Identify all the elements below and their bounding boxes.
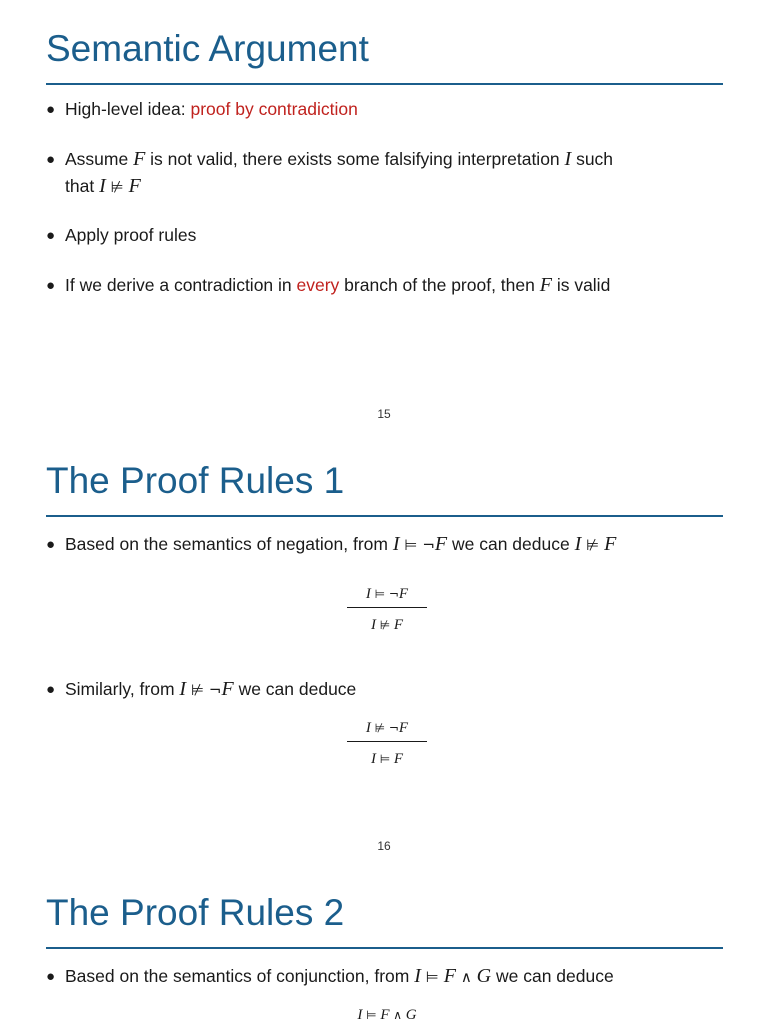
slide-title: Semantic Argument	[46, 28, 369, 69]
bullet-conjunction	[46, 963, 614, 991]
inference-rule-conjunction	[347, 1004, 427, 1026]
slide-title: The Proof Rules 1	[46, 460, 345, 501]
bullet-dot-icon: ●	[46, 681, 56, 698]
inference-rule-negation-2	[347, 717, 427, 770]
bullet-text: Apply proof rules	[65, 225, 197, 245]
title-divider	[46, 947, 723, 949]
bullet-similarly	[46, 676, 356, 704]
page-number: 16	[377, 839, 391, 853]
bullet-dot-icon: ●	[46, 227, 56, 244]
bullet-text: High-level idea: proof by contradiction	[65, 99, 358, 119]
rule-premise: I ⊭ ¬F	[365, 720, 409, 736]
bullet-dot-icon: ●	[46, 151, 56, 168]
highlight-text: proof by contradiction	[190, 99, 358, 119]
bullet-text: Similarly, from I ⊭ ¬F we can deduce	[65, 678, 357, 700]
bullet-dot-icon: ●	[46, 536, 56, 553]
bullet-text: If we derive a contradiction in every branch of the proof, then F is valid	[65, 274, 611, 296]
bullet-high-level-idea	[46, 96, 358, 123]
bullet-contradiction	[46, 272, 610, 299]
bullet-dot-icon: ●	[46, 968, 56, 985]
bullet-text: Assume F is not valid, there exists some falsifying interpretation I such	[65, 148, 614, 170]
rule-conclusion: I ⊨ F	[370, 751, 404, 767]
bullet-dot-icon: ●	[46, 101, 56, 118]
bullet-text-line2: that I ⊭ F	[65, 175, 141, 197]
rule-bar	[347, 607, 427, 608]
rule-premise: I ⊨ ¬F	[365, 586, 409, 602]
slide-title: The Proof Rules 2	[46, 892, 345, 933]
bullet-dot-icon: ●	[46, 277, 56, 294]
bullet-assume	[46, 146, 613, 201]
highlight-text: every	[296, 275, 340, 295]
rule-premise: I ⊨ F ∧ G	[357, 1007, 417, 1023]
bullet-negation	[46, 531, 616, 559]
rule-bar	[347, 741, 427, 742]
bullet-apply-rules	[46, 222, 196, 249]
rule-conclusion: I ⊭ F	[370, 617, 404, 633]
page-number: 15	[377, 407, 391, 421]
inference-rule-negation	[347, 583, 427, 636]
bullet-text: Based on the semantics of conjunction, from I ⊨ F ∧ G we can deduce	[65, 965, 614, 987]
title-divider	[46, 515, 723, 517]
bullet-text: Based on the semantics of negation, from I ⊨ ¬F we can deduce I ⊭ F	[65, 533, 617, 555]
title-divider	[46, 83, 723, 85]
